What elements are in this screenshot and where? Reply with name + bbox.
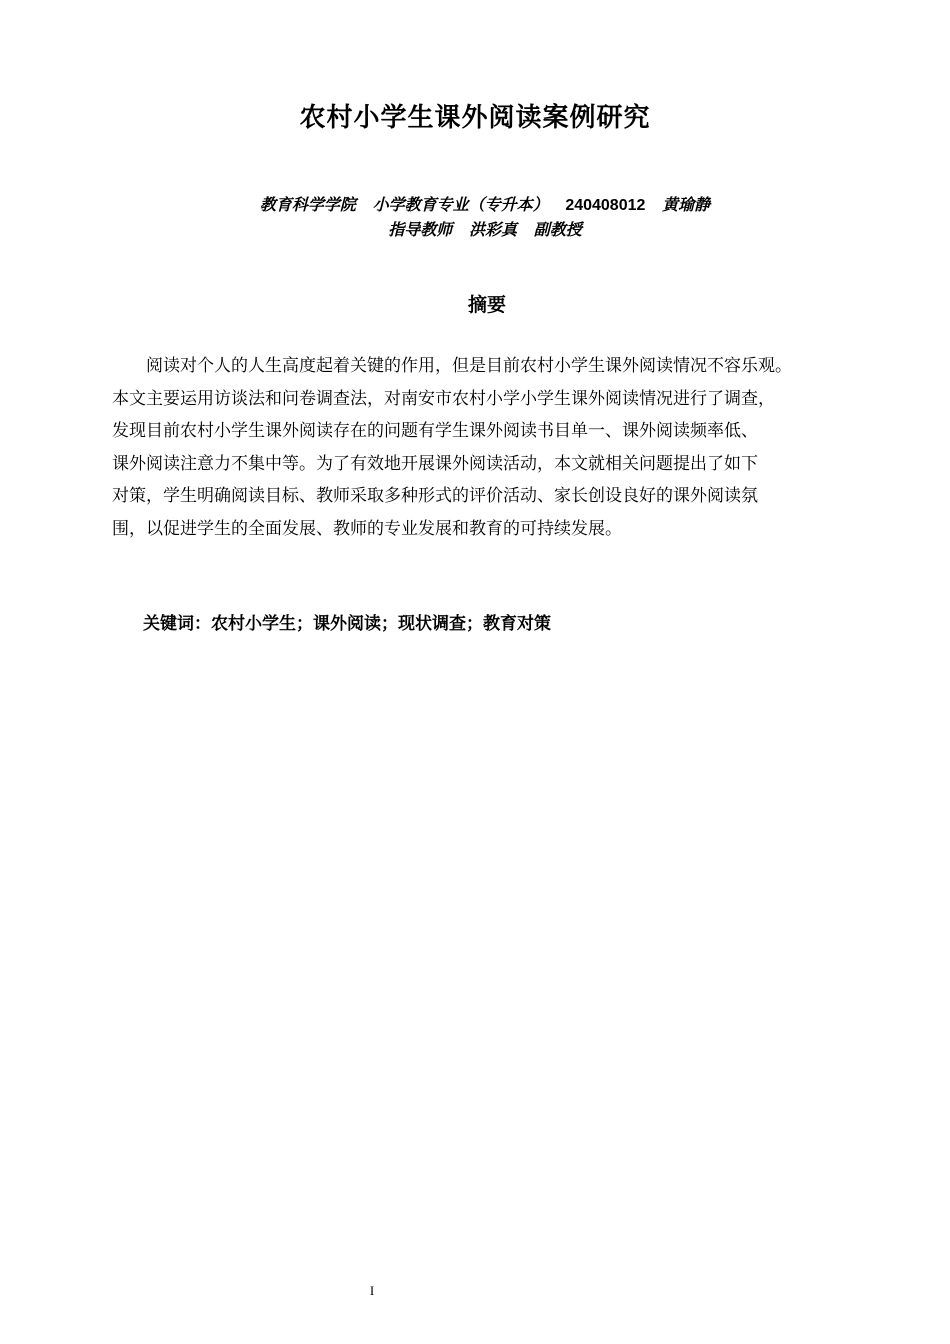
author-info-line (0, 192, 950, 219)
keywords-list: 农村小学生；课外阅读；现状调查；教育对策 (211, 614, 551, 634)
author-major: 小学教育专业（专升本） (372, 195, 549, 214)
author-student-id: 240408012 (565, 197, 646, 214)
advisor-name: 洪彩真 (468, 220, 517, 239)
abstract-line: 阅读对个人的人生高度起着关键的作用，但是目前农村小学生课外阅读情况不容乐观。 (146, 356, 792, 376)
document-title: 农村小学生课外阅读案例研究 (299, 103, 651, 133)
author-name: 黄瑜静 (662, 195, 711, 214)
abstract-line: 发现目前农村小学生课外阅读存在的问题有学生课外阅读书目单一、课外阅读频率低、 (112, 421, 758, 441)
author-college: 教育科学学院 (259, 195, 356, 214)
advisor-label: 指导教师 (388, 220, 453, 239)
abstract-line: 课外阅读注意力不集中等。为了有效地开展课外阅读活动，本文就相关问题提出了如下 (112, 453, 758, 474)
abstract-line: 围，以促进学生的全面发展、教师的专业发展和教育的可持续发展。 (112, 518, 622, 539)
abstract-line: 对策，学生明确阅读目标、教师采取多种形式的评价活动、家长创设良好的课外阅读氛 (112, 486, 758, 506)
abstract-heading: 摘要 (467, 294, 506, 316)
advisor-info-line (0, 217, 950, 243)
abstract-line: 本文主要运用访谈法和问卷调查法，对南安市农村小学小学生课外阅读情况进行了调查， (112, 388, 775, 409)
page-number: I (369, 1283, 375, 1298)
keywords-label: 关键词： (143, 614, 211, 634)
keywords-line (143, 610, 551, 638)
advisor-rank: 副教授 (533, 220, 582, 239)
abstract-paragraph (112, 350, 882, 545)
